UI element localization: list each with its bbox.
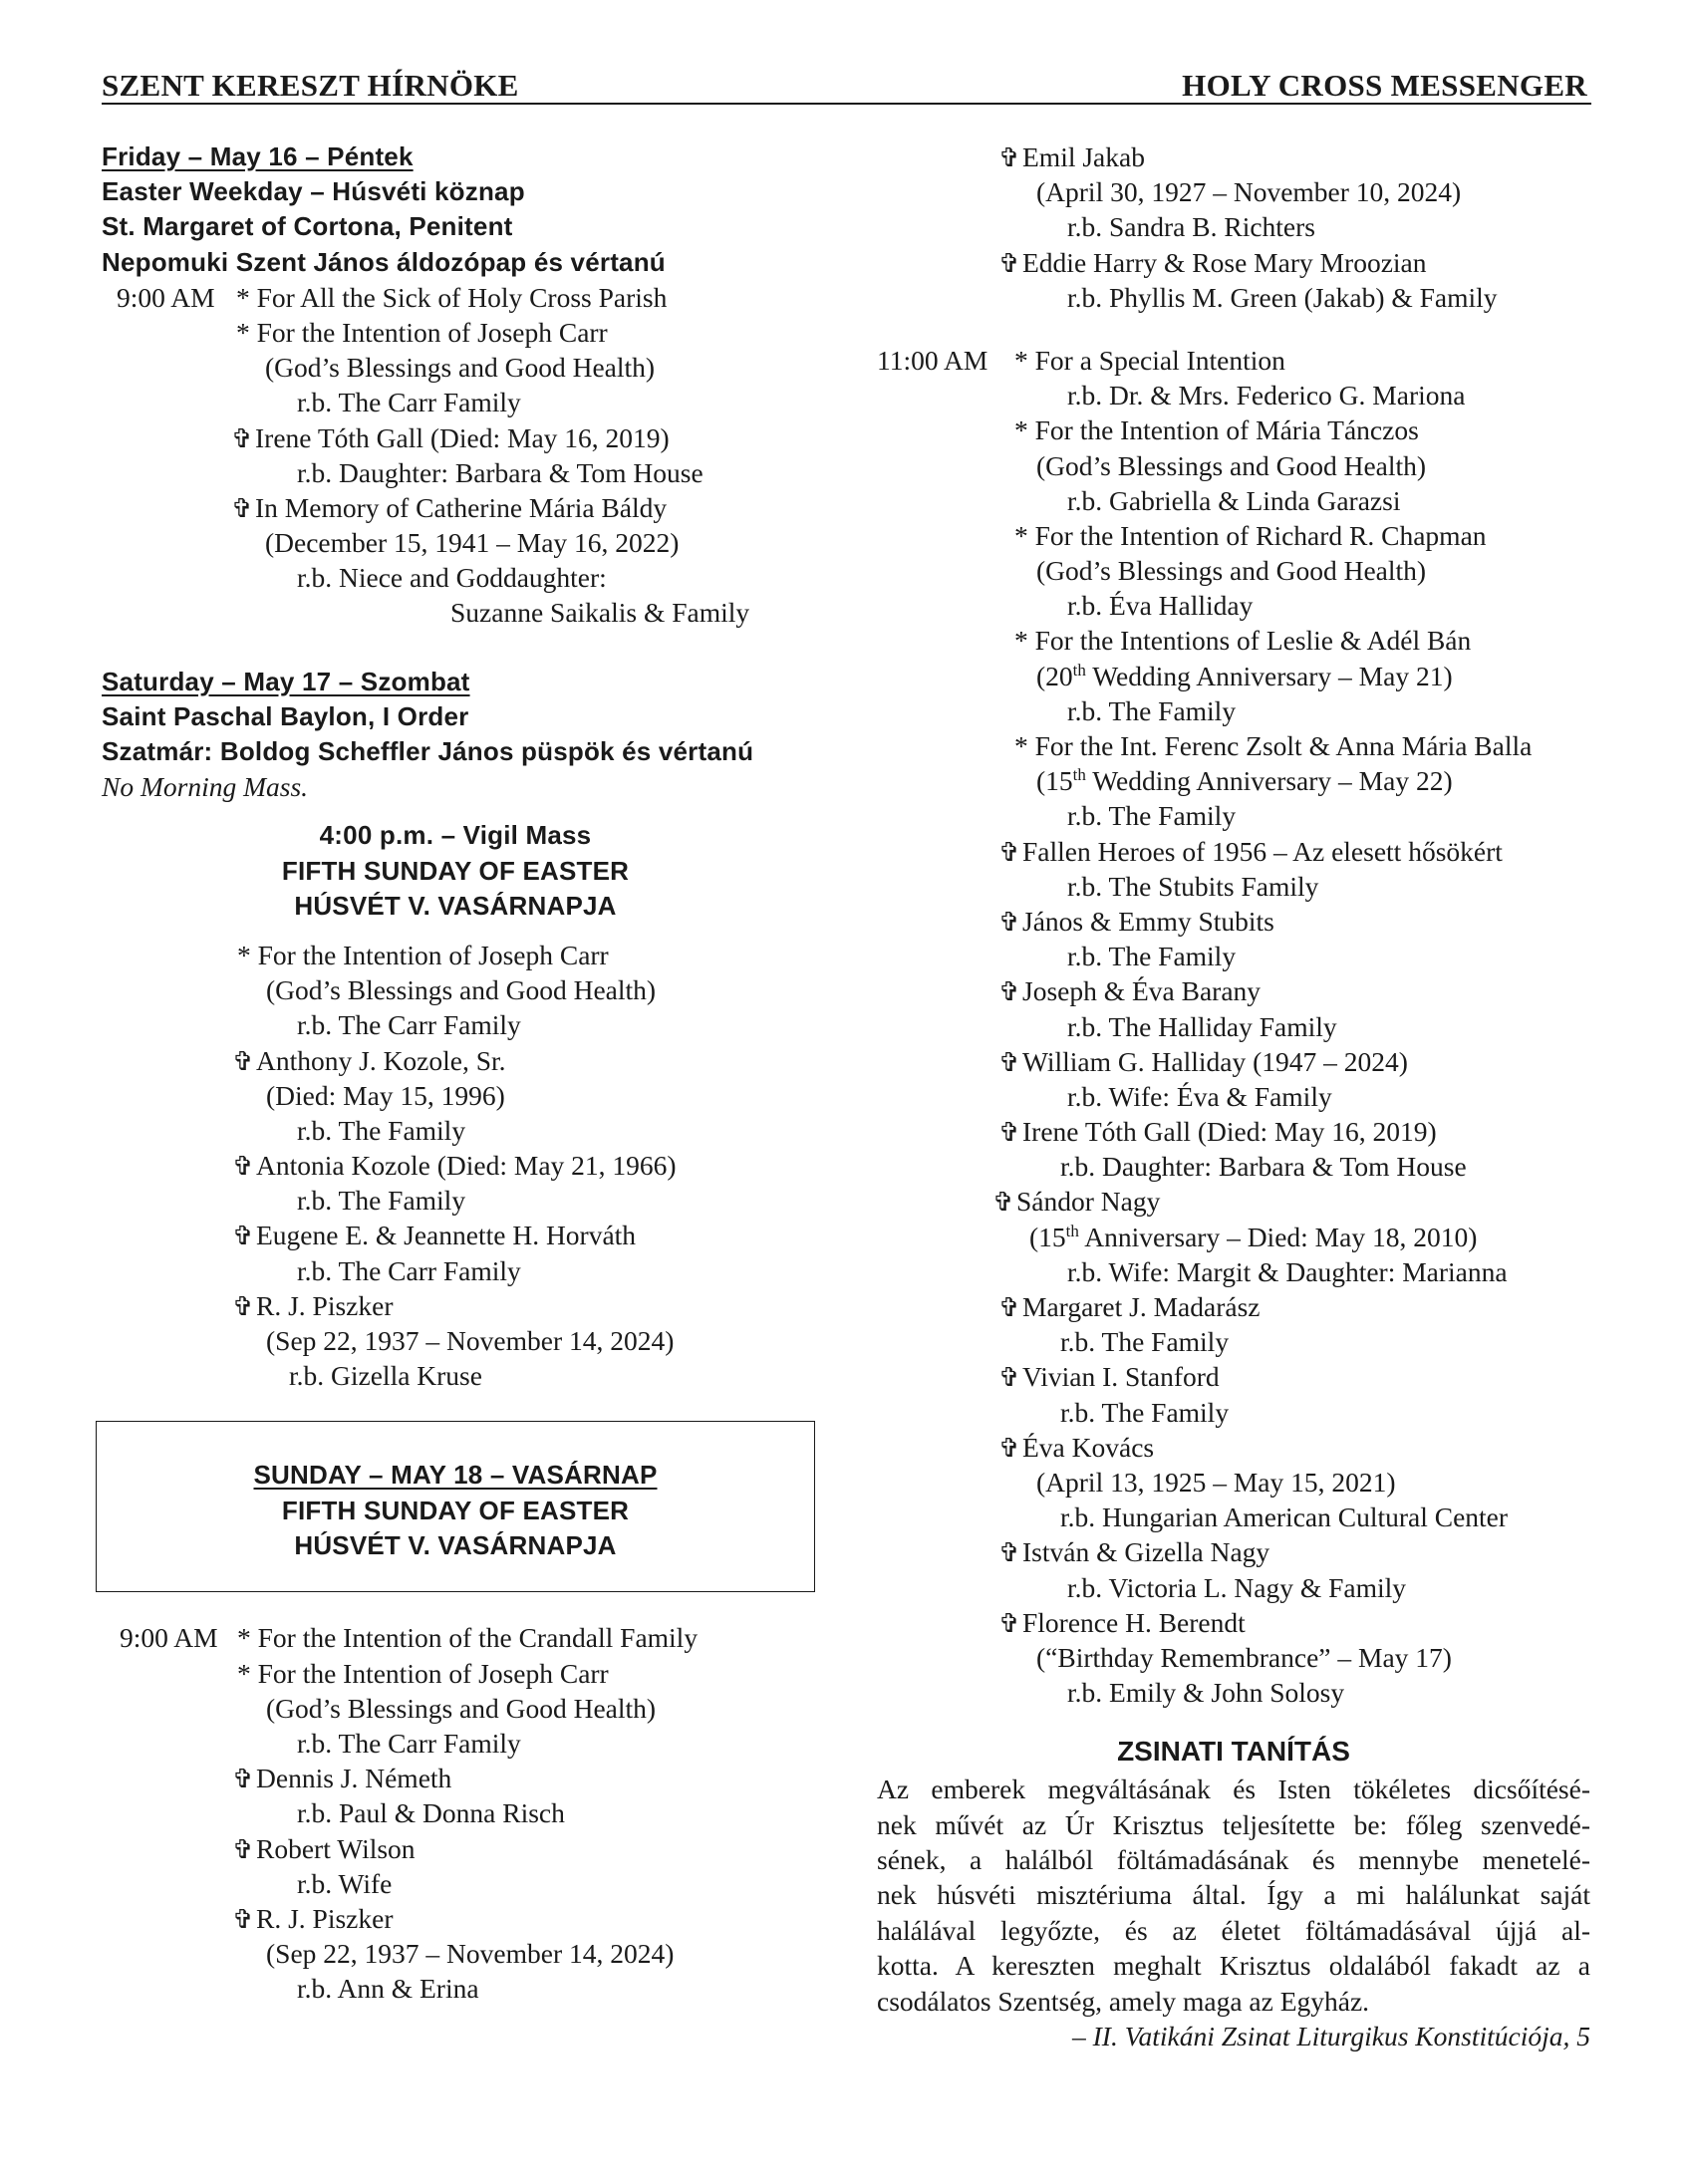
memorial-line: ✞Florence H. Berendt <box>877 1605 1590 1640</box>
paragraph-line: Az emberek megváltásának és Isten tökéletes dicsőítésé- <box>877 1774 1590 1805</box>
memorial-line: ✞Éva Kovács <box>877 1430 1590 1465</box>
vigil-heading-2: HÚSVÉT V. VASÁRNAPJA <box>294 890 617 921</box>
memorial-line: ✞R. J. Piszker <box>102 1901 809 1936</box>
requested-by-line: r.b. Paul & Donna Risch <box>297 1797 565 1829</box>
paragraph-line: csodálatos Szentség, amely maga az Egyház. <box>877 1985 1370 2017</box>
intention-line: * For the Intentions of Leslie & Adél Bán <box>1014 625 1472 657</box>
friday-feast-2: St. Margaret of Cortona, Penitent <box>102 211 513 242</box>
requested-by-line: r.b. The Family <box>1067 800 1237 832</box>
sunday-heading-box <box>96 1421 815 1592</box>
intention-line: (God’s Blessings and Good Health) <box>1036 555 1427 587</box>
intention-line: (God’s Blessings and Good Health) <box>266 1692 657 1724</box>
intention-line: (God’s Blessings and Good Health) <box>1036 449 1427 481</box>
cross-icon: ✞ <box>992 1188 1014 1218</box>
requested-by-line: r.b. The Family <box>297 1114 466 1146</box>
cross-icon: ✞ <box>998 143 1020 172</box>
memorial-line: ✞Emil Jakab <box>877 139 1590 174</box>
sunday-mass-time: 9:00 AM <box>120 1622 218 1654</box>
memorial-line: ✞Fallen Heroes of 1956 – Az elesett hősökért <box>877 834 1590 869</box>
intention-line: * For the Intention of Joseph Carr <box>237 939 609 970</box>
requested-by-line: r.b. The Halliday Family <box>1067 1010 1337 1042</box>
cross-icon: ✞ <box>998 907 1020 937</box>
requested-by-line: r.b. The Carr Family <box>297 387 521 418</box>
dates-line: (April 30, 1927 – November 10, 2024) <box>1036 176 1462 208</box>
memorial-line: ✞Eugene E. & Jeannette H. Horváth <box>102 1218 809 1252</box>
requested-by-line: r.b. The Family <box>1067 694 1237 726</box>
intention-line: * For All the Sick of Holy Cross Parish <box>236 281 668 313</box>
cross-icon: ✞ <box>232 1904 254 1934</box>
cross-icon: ✞ <box>998 1047 1020 1077</box>
memorial-line: ✞Sándor Nagy <box>877 1184 1590 1219</box>
dates-line: (Died: May 15, 1996) <box>266 1079 505 1111</box>
cross-icon: ✞ <box>998 248 1020 278</box>
requested-by-line: r.b. Wife: Éva & Family <box>1067 1080 1332 1112</box>
cross-icon: ✞ <box>232 1834 254 1864</box>
cross-icon: ✞ <box>998 977 1020 1007</box>
requested-by-line: r.b. Sandra B. Richters <box>1067 211 1315 243</box>
sunday-heading-1: FIFTH SUNDAY OF EASTER <box>281 1495 630 1525</box>
memorial-line: ✞István & Gizella Nagy <box>877 1534 1590 1569</box>
memorial-line: ✞Eddie Harry & Rose Mary Mroozian <box>877 245 1590 280</box>
dates-line: (April 13, 1925 – May 15, 2021) <box>1036 1466 1396 1498</box>
cross-icon: ✞ <box>998 1293 1020 1322</box>
left-column <box>102 139 809 2006</box>
memorial-line: ✞Joseph & Éva Barany <box>877 973 1590 1008</box>
header-rule <box>102 103 1591 105</box>
requested-by-line: r.b. The Family <box>297 1185 466 1217</box>
header-left-title: SZENT KERESZT HÍRNÖKE <box>102 68 519 103</box>
friday-feast-3: Nepomuki Szent János áldozópap és vértanú <box>102 246 666 277</box>
cross-icon: ✞ <box>998 1363 1020 1393</box>
zsinati-paragraph <box>877 1772 1590 2019</box>
sunday-mass-entry <box>102 1620 809 1655</box>
requested-by-line: r.b. Éva Halliday <box>1067 590 1254 622</box>
cross-icon: ✞ <box>232 1152 254 1182</box>
memorial-line: ✞Robert Wilson <box>102 1831 809 1866</box>
intention-line: * For the Int. Ferenc Zsolt & Anna Mária Balla <box>1014 730 1533 761</box>
cross-icon: ✞ <box>998 1433 1020 1463</box>
memorial-line: ✞Vivian I. Stanford <box>877 1359 1590 1394</box>
memorial-line: ✞In Memory of Catherine Mária Báldy <box>102 490 809 525</box>
intention-line: * For the Intention of the Crandall Family <box>237 1622 699 1654</box>
memorial-line: ✞Antonia Kozole (Died: May 21, 1966) <box>102 1148 809 1183</box>
cross-icon: ✞ <box>998 837 1020 867</box>
requested-by-line: r.b. Wife: Margit & Daughter: Marianna <box>1067 1255 1508 1287</box>
anniversary-line: (15th Wedding Anniversary – May 22) <box>1036 765 1453 797</box>
cross-icon: ✞ <box>232 1046 254 1076</box>
dates-line: (“Birthday Remembrance” – May 17) <box>1036 1641 1452 1673</box>
paragraph-line: nek húsvéti misztériuma által. Így a mi halálunkat saját <box>877 1879 1590 1911</box>
cross-icon: ✞ <box>232 1291 254 1321</box>
requested-by-line: r.b. The Family <box>1067 941 1237 972</box>
cross-icon: ✞ <box>231 493 253 523</box>
memorial-line: ✞Anthony J. Kozole, Sr. <box>102 1043 809 1078</box>
requested-by-line: r.b. Wife <box>297 1867 393 1899</box>
saturday-date: Saturday – May 17 – Szombat <box>102 666 470 696</box>
requested-by-line: r.b. Ann & Erina <box>297 1973 479 2005</box>
requested-by-line: r.b. Gizella Kruse <box>289 1360 482 1392</box>
friday-mass-time: 9:00 AM <box>117 281 215 313</box>
requested-by-line: r.b. The Carr Family <box>297 1009 521 1041</box>
sunday-date: SUNDAY – MAY 18 – VASÁRNAP <box>253 1460 658 1491</box>
cross-icon: ✞ <box>232 1222 254 1251</box>
friday-mass-entry <box>102 280 809 315</box>
requested-by-line: r.b. Hungarian American Cultural Center <box>1060 1502 1509 1533</box>
memorial-line: ✞Dennis J. Németh <box>102 1761 809 1795</box>
right-column <box>877 139 1590 2053</box>
requested-by-line: r.b. The Carr Family <box>297 1727 521 1759</box>
memorial-line: ✞János & Emmy Stubits <box>877 904 1590 939</box>
intention-line: * For the Intention of Richard R. Chapman <box>1014 519 1487 551</box>
intention-line: (God’s Blessings and Good Health) <box>265 352 656 384</box>
dates-line: (Sep 22, 1937 – November 14, 2024) <box>266 1325 675 1356</box>
sunday-second-mass-entry <box>877 343 1590 378</box>
anniversary-line: (15th Anniversary – Died: May 18, 2010) <box>1029 1221 1478 1252</box>
requested-by-line: r.b. The Family <box>1060 1326 1230 1358</box>
anniversary-line: (20th Wedding Anniversary – May 21) <box>1036 660 1453 691</box>
requested-by-line: r.b. The Carr Family <box>297 1254 521 1286</box>
sunday-heading-2: HÚSVÉT V. VASÁRNAPJA <box>294 1529 617 1560</box>
zsinati-source: – II. Vatikáni Zsinat Liturgikus Konstitúciója, 5 <box>1072 2020 1590 2051</box>
requested-by-line: r.b. Victoria L. Nagy & Family <box>1067 1571 1407 1603</box>
intention-line: * For the Intention of Joseph Carr <box>236 316 608 348</box>
memorial-line: ✞R. J. Piszker <box>102 1288 809 1323</box>
dates-line: (Sep 22, 1937 – November 14, 2024) <box>266 1938 675 1970</box>
cross-icon: ✞ <box>231 423 253 453</box>
requested-by-line: r.b. Emily & John Solosy <box>1067 1677 1345 1709</box>
intention-line: * For the Intention of Mária Tánczos <box>1014 414 1419 446</box>
intention-line: * For the Intention of Joseph Carr <box>237 1657 609 1689</box>
zsinati-title: ZSINATI TANÍTÁS <box>1117 1736 1350 1768</box>
sunday-second-mass-time: 11:00 AM <box>877 344 988 376</box>
saturday-note: No Morning Mass. <box>102 771 309 803</box>
header-right-title: HOLY CROSS MESSENGER <box>1182 68 1587 103</box>
requested-by-line: r.b. Phyllis M. Green (Jakab) & Family <box>1067 281 1498 313</box>
memorial-line: ✞Irene Tóth Gall (Died: May 16, 2019) <box>102 420 809 455</box>
saturday-feast-1: Saint Paschal Baylon, I Order <box>102 700 469 731</box>
intention-line: * For a Special Intention <box>1014 344 1285 376</box>
intention-line: (God’s Blessings and Good Health) <box>266 974 657 1006</box>
requested-by-line: r.b. The Stubits Family <box>1067 870 1319 902</box>
memorial-line: ✞William G. Halliday (1947 – 2024) <box>877 1044 1590 1079</box>
memorial-line: ✞Margaret J. Madarász <box>877 1289 1590 1324</box>
cross-icon: ✞ <box>232 1765 254 1794</box>
requested-by-line: r.b. Dr. & Mrs. Federico G. Mariona <box>1067 380 1466 411</box>
requested-by-line: Suzanne Saikalis & Family <box>450 597 750 629</box>
cross-icon: ✞ <box>998 1608 1020 1638</box>
paragraph-line: halálával legyőzte, és az életet föltámadásával újjá al- <box>877 1914 1590 1946</box>
requested-by-line: r.b. Niece and Goddaughter: <box>297 562 607 594</box>
memorial-line: ✞Irene Tóth Gall (Died: May 16, 2019) <box>877 1114 1590 1149</box>
saturday-feast-2: Szatmár: Boldog Scheffler János püspök és vértanú <box>102 736 754 766</box>
cross-icon: ✞ <box>998 1538 1020 1568</box>
friday-feast-1: Easter Weekday – Húsvéti köznap <box>102 176 525 207</box>
vigil-heading-1: FIFTH SUNDAY OF EASTER <box>281 855 630 886</box>
vigil-time: 4:00 p.m. – Vigil Mass <box>319 820 592 851</box>
requested-by-line: r.b. Daughter: Barbara & Tom House <box>297 456 703 488</box>
requested-by-line: r.b. Daughter: Barbara & Tom House <box>1060 1151 1467 1183</box>
cross-icon: ✞ <box>998 1118 1020 1148</box>
paragraph-line: kotta. A kereszten meghalt Krisztus oldalából fakadt az a <box>877 1950 1590 1982</box>
friday-date: Friday – May 16 – Péntek <box>102 141 414 171</box>
dates-line: (December 15, 1941 – May 16, 2022) <box>265 527 680 559</box>
requested-by-line: r.b. The Family <box>1060 1396 1230 1428</box>
requested-by-line: r.b. Gabriella & Linda Garazsi <box>1067 484 1401 516</box>
paragraph-line: sének, a halálból föltámadásának és mennybe menetelé- <box>877 1844 1590 1876</box>
paragraph-line: nek művét az Úr Krisztus teljesítette be: főleg szenvedé- <box>877 1808 1590 1840</box>
